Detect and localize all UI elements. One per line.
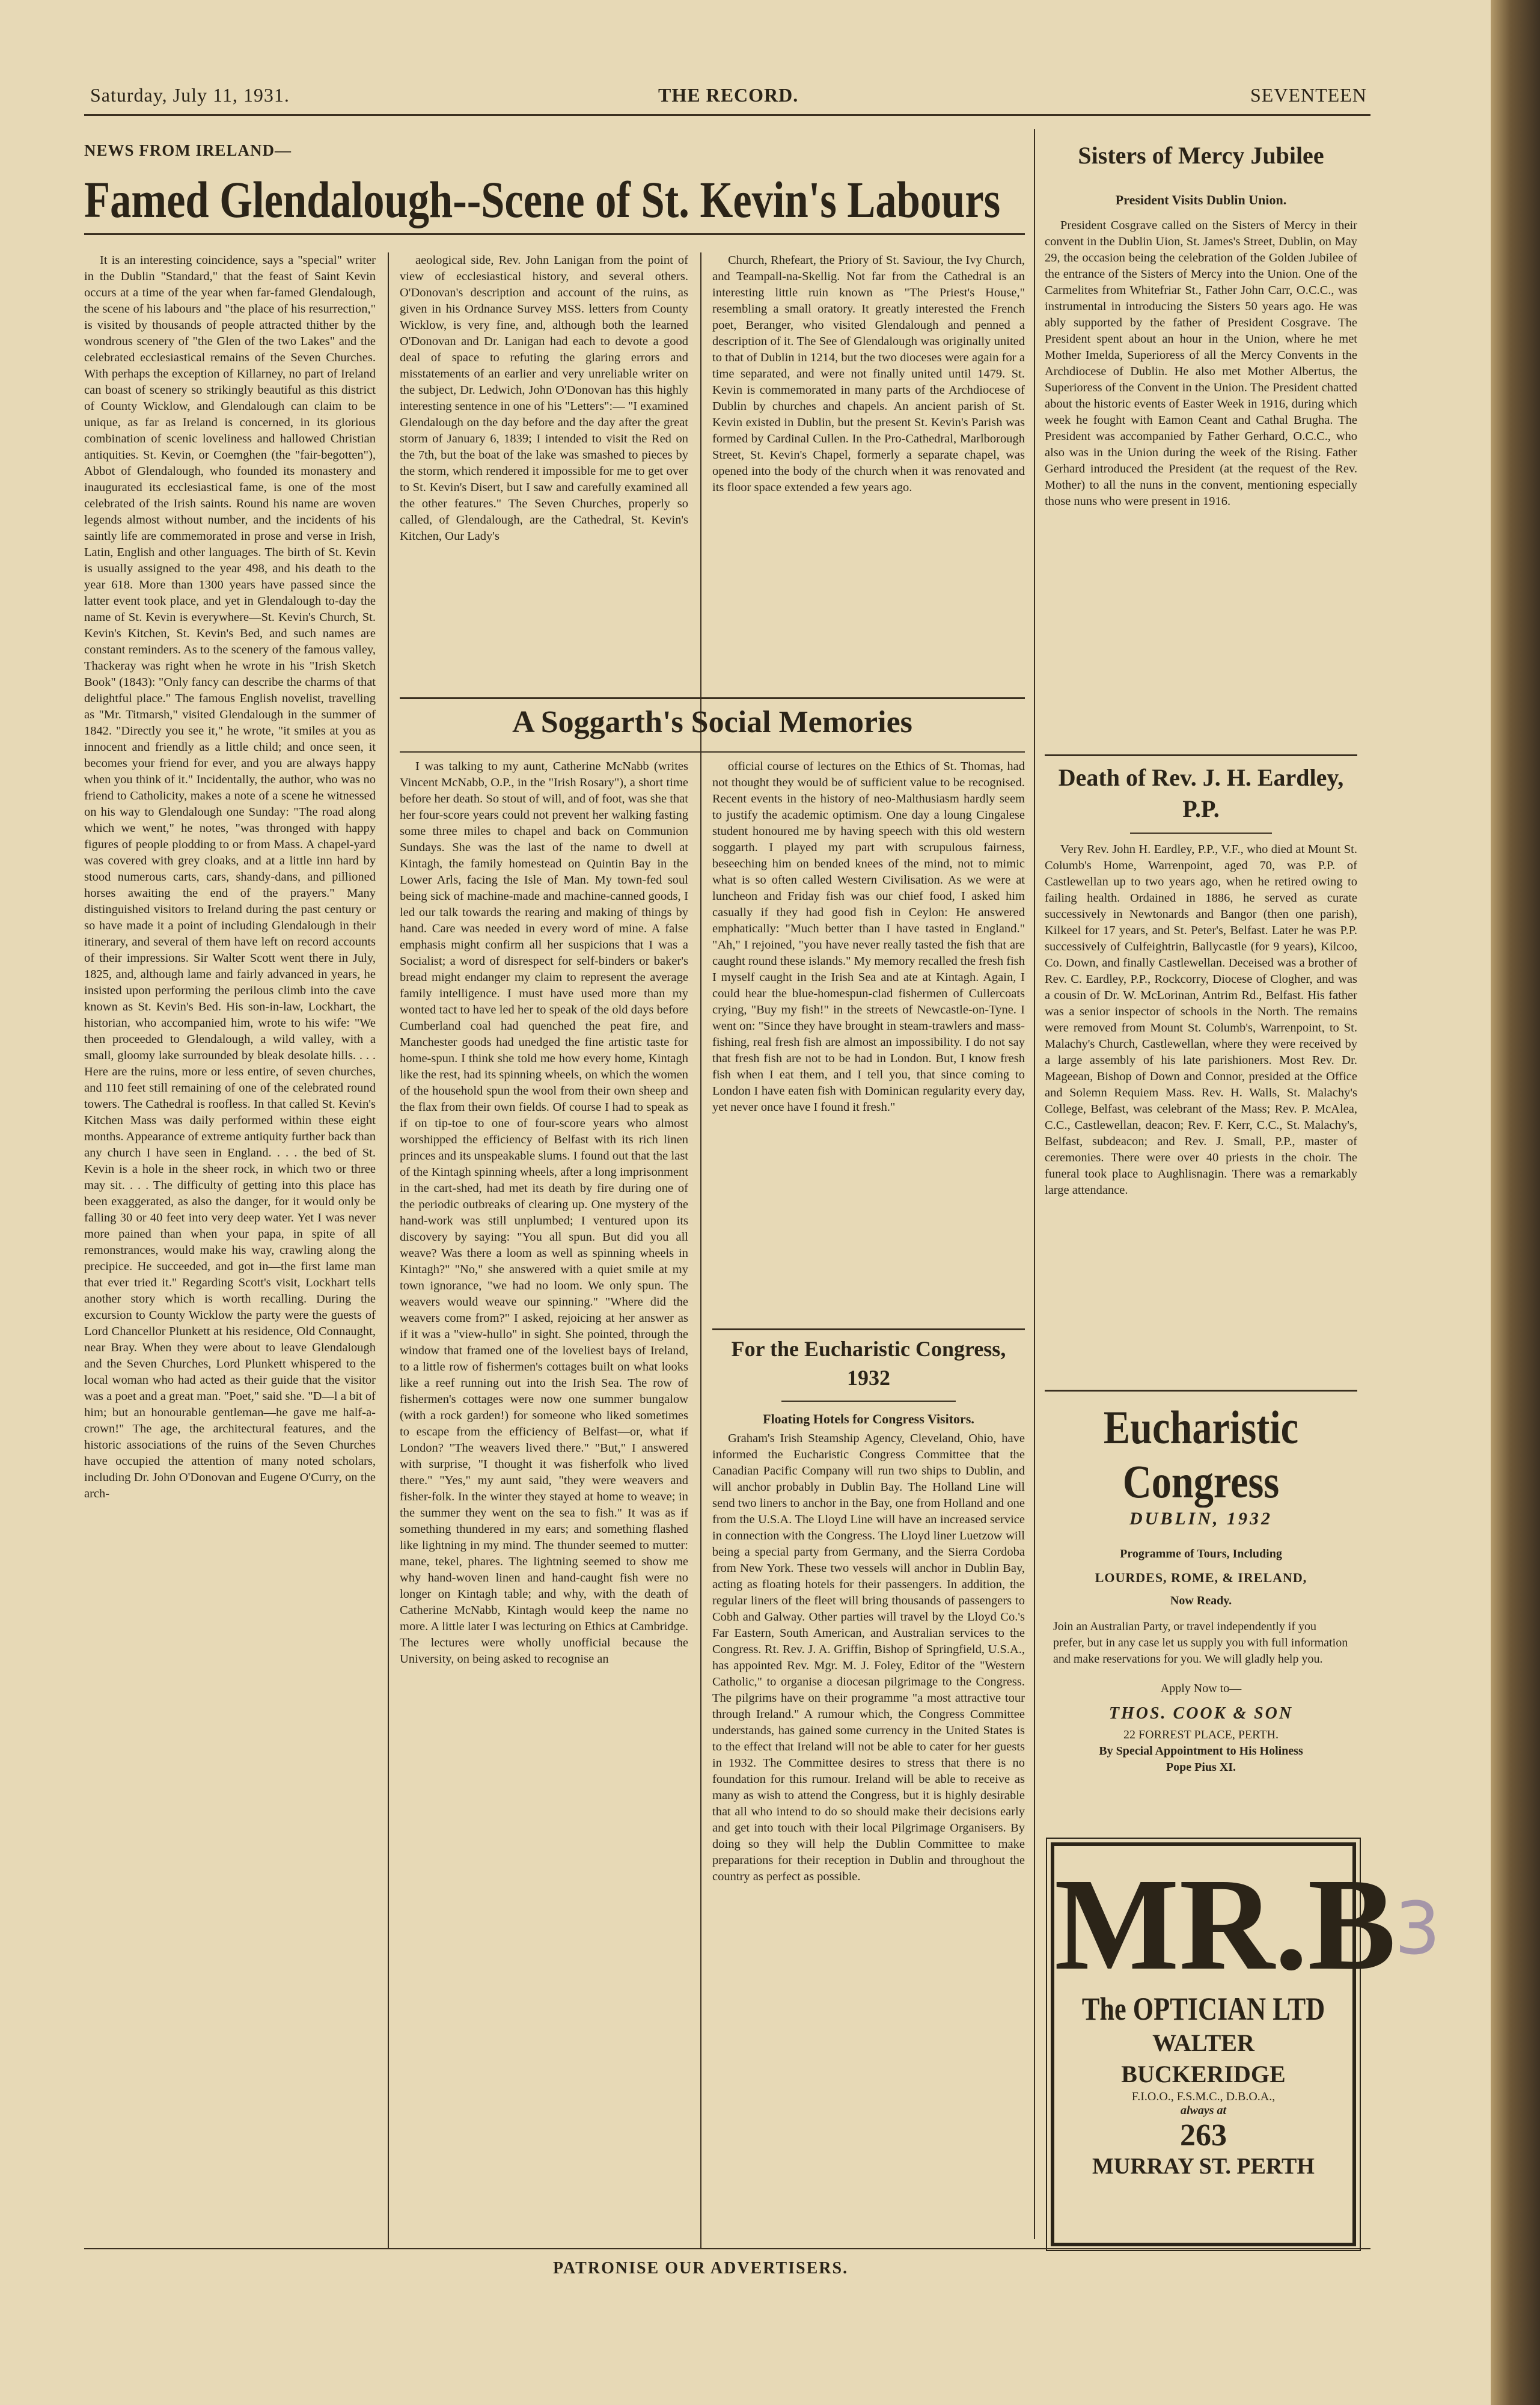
cook-ad-subtitle: DUBLIN, 1932 [1129,1509,1273,1529]
optician-qualifications: F.I.O.O., F.S.M.C., D.B.O.A., [1131,2090,1276,2103]
section-kicker: NEWS FROM IRELAND— [84,141,292,159]
section-rule [1045,754,1357,756]
article-text: official course of lectures on the Ethics of St. Thomas, had not thought they would be of sufficient value to be recognised. Recent events in the history of neo-Malthusiasm hardly seem to justify the academic optimism. One day a loung Cingalese student honoured me by having speech with this old western soggarth. I played my part with scrupulous fairness, beseeching him on bended knees of the mind, not to mimic what is so often called Western Civilisation. As we were at luncheon and Friday fish was our chief food, I asked him casually if they had good fish in Ceylon: He answered emphatically: "Much better than I have tasted in England." "Ah," I rejoined, "you have never really tasted the fish that are caught round these islands." My memory recalled the fresh fish I myself caught in the Irish Sea and ate at Kintagh. Again, I could hear the blue-homespun-clad fishermen of Cullercoats crying, "Buy my fish!" in the streets of Newcastle-on-Tyne. I went on: "Since they have brought in steam-trawlers and mass-fishing, real fresh fish are almost an impossibility. I do not say that fresh fish are not to be had in London. But, I know fresh fish when I eat them, and I tell you, that since coming to London I have eaten fish with Dominican regularity every day, yet never once have I found it fresh." [712,760,1025,1114]
optician-always-at: always at [1180,2104,1227,2117]
issue-date: Saturday, July 11, 1931. [90,84,290,106]
congress-headline: For the Eucharistic Congress, 1932 [731,1337,1006,1390]
optician-logo: MR.B [1054,1851,1396,1997]
section-rule [400,751,1025,753]
article-text: It is an interesting coincidence, says a "special" writer in the Dublin "Standard," that the feast of Saint Kevin occurs at a time of the year when far-famed Glendalough, the scene of his labours and "the place of his resurrection," is visited by thousands of people attracted thither by the wondrous scenery of "the Glen of the two Lakes" and the celebrated ecclesiastical remains of the Seven Churches. With perhaps the exception of Killarney, no part of Ireland can boast of scenery so strikingly beautiful as this district of County Wicklow, and Glendalough can claim to be unique, as far as Ireland is concerned, in its glorious combination of scenic loveliness and hallowed Christian antiquities. St. Kevin, or Coemghen (the "fair-begotten"), Abbot of Glendalough, who founded its monastery and inaugurated its ecclesiastical fame, is one of the most celebrated of the Irish saints. Round his name are woven legends almost without number, and the incidents of his saintly life are commemorated in prose and verse in Irish, Latin, English and other languages. The birth of St. Kevin is usually assigned to the year 498, and his death to the year 618. More than 1300 years have passed since the latter event took place, and yet in Glendalough to-day the name of St. Kevin is everywhere—St. Kevin's Church, St. Kevin's Kitchen, St. Kevin's Bed, and such names are constant reminders. As to the scenery of the famous valley, Thackeray was right when he wrote in his "Irish Sketch Book" (1843): "Only fancy can describe the charms of that delightful place." The famous English novelist, travelling as "Mr. Titmarsh," visited Glendalough in the summer of 1842. "Directly you see it," he wrote, "it smiles at you as innocent and friendly as a little child; and once seen, it becomes your friend for ever, and you are always happy when you think of it." Incidentally, the author, who was no friend to Catholicity, makes a note of a scene he witnessed on his way to Glendalough one Sunday: "The road along which we went," he notes, "was thronged with happy figures of people plodding to or from Mass. A chapel-yard was covered with grey cloaks, and at a little inn hard by stood numerous carts, cars, shandy-dans, and pillioned horses awaiting the end of the prayers." Many distinguished visitors to Ireland during the past century or so have made it a point of including Glendalough in their itinerary, and several of them have left on record accounts of their impressions. Sir Walter Scott went there in July, 1825, and, although lame and fairly advanced in years, he insisted upon performing the perilous climb into the cave known as St. Kevin's Bed. His son-in-law, Lockhart, the historian, who accompanied him, wrote to his wife: "We then proceeded to Glendalough, a wild valley, with a small, gloomy lake surrounded by bleak desolate hills. . . . Here are the ruins, more or less entire, of seven churches, and 110 feet still remaining of one of the celebrated round towers. The Cathedral is roofless. In that called St. Kevin's Kitchen Mass was daily performed within these eight months. Appearance of extreme antiquity further back than any church I have seen in England. . . . the bed of St. Kevin is a hole in the sheer rock, in which two or three may sit. . . . The difficulty of getting into this place has been exaggerated, as also the danger, for it would only be falling 30 or 40 feet into very deep water. Yet I was never more pained than when your papa, in spite of all remonstrances, would make his way, crawling along the precipice. He succeeded, and got in—the first lame man that ever tried it." Regarding Scott's visit, Lockhart tells another story which is worth recalling. During the excursion to County Wicklow the party were the guests of Lord Chancellor Plunkett at his residence, Old Connaught, near Bray. When they were about to leave Glendalough and the Seven Churches, Lord Plunkett whispered to the local woman who had acted as their guide that the visitor was a poet and a great man. "Poet," said she. "D—l a bit of him; but an honourable gentleman—he gave me half-a-crown!" The age, the architectural features, and the historic associations of the ruins of the Seven Churches have occupied the attention of many noted scholars, including Dr. John O'Donovan and Eugene O'Curry, on the arch- [84,254,376,1500]
optician-first-name: WALTER [1152,2029,1254,2056]
page-number: SEVENTEEN [1250,84,1367,106]
cook-ad-title: Eucharistic Congress [1103,1401,1299,1508]
soggarth-column-1 [400,759,688,2237]
optician-street-number: 263 [1180,2118,1227,2153]
section-rule [1130,833,1272,834]
section-rule [712,1328,1025,1330]
soggarth-column-2 [712,759,1025,1321]
optician-surname: BUCKERIDGE [1121,2061,1286,2088]
footer-rule [84,2248,1370,2249]
article-text: aeological side, Rev. John Lanigan from the point of view of ecclesiastical history, and several others. O'Donovan's description and account of the ruins, as given in his Ordnance Survey MSS. letters from County Wicklow, is very fine, and, although both the learned O'Donovan and Dr. Lanigan had each to devote a good deal of space to refuting the glaring errors and misstatements of an earlier and very unreliable writer on the subject, Dr. Ledwich, John O'Donovan has this highly interesting sentence in one of his "Letters":— "I examined Glendalough on the day before and the day after the great storm of January 6, 1839; I intended to visit the Red on the 7th, but the boat of the lake was smashed to pieces by the storm, which rendered it impossible for me to get over to St. Kevin's Disert, but I saw and carefully examined all the other features." The Seven Churches, properly so called, of Glendalough, are the Cathedral, St. Kevin's Kitchen, Our Lady's [400,254,688,543]
article-text: I was talking to my aunt, Catherine McNabb (writes Vincent McNabb, O.P., in the "Irish Rosary"), a short time before her death. So stout of will, and of foot, was she that her four-score years could not prevent her walking fasting some three miles to chapel and back on Communion Sundays. She was the last of the name to dwell at Kintagh, the family homestead on Quintin Bay in the Lower Arls, facing the Isle of Man. My town-fed soul being sick of machine-made and machine-canned goods, I led our talk towards the rearing and making of things by hand. Care was needed in every word of mine. A false emphasis might confirm all her suspicions that I was a Socialist; a word of disrespect for self-binders or baker's bread might endanger my claim to represent the average family intelligence. I must have used more than my wonted tact to have led her to speak of the old days before Cumberland coal had quenched the peat fire, and Manchester goods had unedged the fine artistic taste for home-spun. I think she told me how every home, Kintagh like the rest, had its spinning wheels, on which the women of the household spun the wool from their own sheep and the flax from their own fields. Of course I had to speak as if on tip-toe to one of four-score years who almost worshipped the efficiency of Belfast with its rich linen princes and its unspeakable slums. I found out that the last of the Kintagh spinning wheels, after a long imprisonment in the cart-shed, had met its death by fire during one of the periodic outbreaks of clearing up. One mystery of the hand-work was still unplumbed; I ventured upon its discovery by saying: "You all spun. But did you all weave? Was there a loom as well as spinning wheels in Kintagh?" "No," she answered with a quiet smile at my town ignorance, "we had no loom. We only spun. The weavers would weave our spinning." "Where did the weavers come from?" I asked, rejoicing at her answer as if it was a "view-hullo" in sight. She pointed, through the window that framed one of the loveliest bays of Ireland, to a little row of fishermen's cottages built on what looks like a reef running out into the Irish Sea. The row of fishermen's cottages were now one summer bungalow (with a rock garden!) for someone who liked sometimes to escape from the efficiency of Belfast—or, what if London? "The weavers lived there." "But," I answered with surprise, "I thought it was fisherfolk who lived there." "Yes," my aunt said, "they were weavers and fisher-folk. In the winter they stayed at home to weave; in the summer they went on the sea to fish." It was as if something thundered in my ears; and something flashed like lightning in my mind. The thunder seemed to mutter: mane, tekel, phares. The lightning seemed to show me why hand-woven linen and hand-caught fish were no longer on Kintagh table; and why, with the death of Catherine McNabb, Kintagh would keep the name no more. A little later I was lecturing on Ethics at Cambridge. The lectures were wholly unofficial because the University, on being asked to recognise an [400,760,688,1666]
main-headline: Famed Glendalough--Scene of St. Kevin's Labours [84,171,1001,228]
congress-column [712,1431,1025,2239]
article-text: Church, Rhefeart, the Priory of St. Saviour, the Ivy Church, and Teampall-na-Skellig. Not far from the Cathedral is an interesting little ruin known as "The Priest's House," resembling a small oratory. It greatly interested the French poet, Beranger, who visited Glendalough and penned a description of it. The See of Glendalough was originally united to that of Dublin in 1214, but the two dioceses were again for a time separated, and were not finally united until 1479. St. Kevin is commemorated in many parts of the Archdiocese of Dublin by churches and chapels. An ancient parish of St. Kevin existed in Dublin, but the present St. Kevin's Parish was formed by Cardinal Cullen. In the Pro-Cathedral, Marlborough Street, St. Kevin's Chapel, formerly a separate chapel, was opened into the body of the church when it was renovated and its floor space extended a few years ago. [712,254,1025,494]
cook-ad-firm: THOS. COOK & SON [1108,1704,1294,1723]
glendalough-column-2 [400,252,688,685]
mercy-column [1045,218,1357,747]
column-rule [700,252,701,2248]
optician-company: The OPTICIAN LTD [1081,1991,1325,2027]
optician-street: MURRAY ST. PERTH [1092,2154,1315,2179]
cook-ad-ready: Now Ready. [1170,1594,1232,1607]
eardley-headline: Death of Rev. J. H. Eardley, P.P. [1058,764,1344,822]
mercy-headline: Sisters of Mercy Jubilee [1078,142,1324,169]
congress-subheading: Floating Hotels for Congress Visitors. [763,1411,974,1426]
masthead: THE RECORD. [658,84,799,106]
mercy-subheading: President Visits Dublin Union. [1115,192,1287,207]
handwritten-mark: 3 [1395,1887,1441,1971]
section-rule [781,1401,956,1402]
footer-slogan: PATRONISE OUR ADVERTISERS. [553,2259,849,2278]
page-edge [1491,0,1540,2405]
glendalough-column-1 [84,252,376,2242]
cook-ad-address: 22 FORREST PLACE, PERTH. [1123,1728,1279,1741]
cook-ad-appointment: By Special Appointment to His Holiness Pope Pius XI. [1099,1744,1303,1774]
column-rule [388,252,389,2248]
column-rule [1034,129,1035,2239]
cook-ad-body: Join an Australian Party, or travel independently if you prefer, but in any case let us supply you with full information and make reservations for you. We will gladly help you. [1053,1620,1348,1666]
glendalough-column-3 [712,252,1025,685]
article-text: President Cosgrave called on the Sisters of Mercy in their convent in the Dublin Uion, St. James's Street, Dublin, on May 29, the occasion being the celebration of the Golden Jubilee of the entrance of the Sisters of Mercy into the Union. One of the Carmelites from Whitefriar St., Father John Carr, O.C.C., was instrumental in introducing the Sisters 50 years ago. He was ably supported by the father of President Cosgrave. The President spent about an hour in the Union, where he met Mother Imelda, Superioress of all the Mercy Convents in the Archdiocese of Dublin. He also met Mother Albertus, the Superioress of the Convent in the Union. The President chatted about the historic events of Easter Week in 1916, during which week he fought with Eamon Ceant and Cathal Brugha. The President was accompanied by Father Gerhard, O.C.C., who also was in the Union during the week of the Rising. Father Gerhard introduced the President (at the request of the Rev. Mother) to all the nuns in the convent, mentioning especially those nuns who were present in 1916. [1045,219,1357,508]
cook-ad-places: LOURDES, ROME, & IRELAND, [1095,1570,1307,1585]
cook-ad-programme: Programme of Tours, Including [1120,1547,1282,1560]
section-rule [400,697,1025,699]
article-text: Graham's Irish Steamship Agency, Cleveland, Ohio, have informed the Eucharistic Congress Committee that the Canadian Pacific Company will run two ships to Dublin, and will anchor probably in Dublin Bay. The Holland Line will send two liners to anchor in the Bay, one from Holland and one from the U.S.A. The Lloyd Line will have an increased service in connection with the Congress. The Lloyd liner Luetzow will being a special party from Germany, and the Sierra Cordoba from New York. These two vessels will anchor in Dublin Bay, acting as floating hotels for their passengers. In addition, the regular liners of the fleet will bring thousands of passengers to Cobh and Galway. Other parties will travel by the Lloyd Co.'s Far Eastern, South American, and Australian services to the Congress. Rt. Rev. J. A. Griffin, Bishop of Springfield, U.S.A., has appointed Rev. Mgr. M. J. Foley, Editor of the "Western Catholic," to organise a diocesan pilgrimage to the Congress. The pilgrims have on their programme "a most attractive tour through Ireland." A rumour which, the Congress Committee understands, has gained some currency in the United States is to the effect that Ireland will not be able to cater for her guests in 1932. The Committee desires to stress that there is no foundation for this rumour. Ireland will be able to receive as many as wish to attend the Congress, but it is highly desirable that all who intend to do so should make their decisions early and get into touch with their local Pilgrimage Organisers. By doing so they will help the Dublin Committee to make preparations for their reception in Dublin and throughout the country as perfect as possible. [712,1432,1025,1883]
eardley-column [1045,842,1357,1383]
article-text: Very Rev. John H. Eardley, P.P., V.F., who died at Mount St. Columb's Home, Warrenpoint, aged 70, was P.P. of Castlewellan up to two years ago, when he retired owing to failing health. Ordained in 1886, he served as curate successively in Newtonards and Bangor (then one parish), Kilkeel for 17 years, and St. Peter's, Belfast. Later he was P.P. successively of Culfeightrin, Ballycastle (for 9 years), Kilcoo, Co. Down, and finally Castlewellan. Deceised was a brother of Rev. C. Eardley, P.P., Rockcorry, Diocese of Clogher, and was a cousin of Dr. W. McLorinan, Antrim Rd., Belfast. His father was a senior inspector of schools in the North. The remains were removed from Mount St. Columb's, Warrenpoint, to St. Malachy's Church, Castlewellan, where they were received by a large assembly of his late parishioners. Most Rev. Dr. Mageean, Bishop of Down and Connor, presided at the Office and Solemn Requiem Mass. Rev. H. Walls, St. Malachy's College, Belfast, was celebrant of the Mass; Rev. P. McAlea, C.C., Castlewellan, deacon; Rev. F. Kerr, C.C., St. Malachy's, Belfast, subdeacon; and Rev. J. Small, P.P., master of ceremonies. There were over 40 priests in the choir. The funeral took place to Aughlisnagin. There was a remarkably large attendance. [1045,843,1357,1197]
headline-rule [84,233,1025,235]
header-rule [84,114,1370,116]
soggarth-headline: A Soggarth's Social Memories [512,705,912,739]
cook-ad-apply: Apply Now to— [1160,1682,1242,1695]
optician-advertisement [1051,1842,1396,2246]
section-rule [1045,1390,1357,1392]
